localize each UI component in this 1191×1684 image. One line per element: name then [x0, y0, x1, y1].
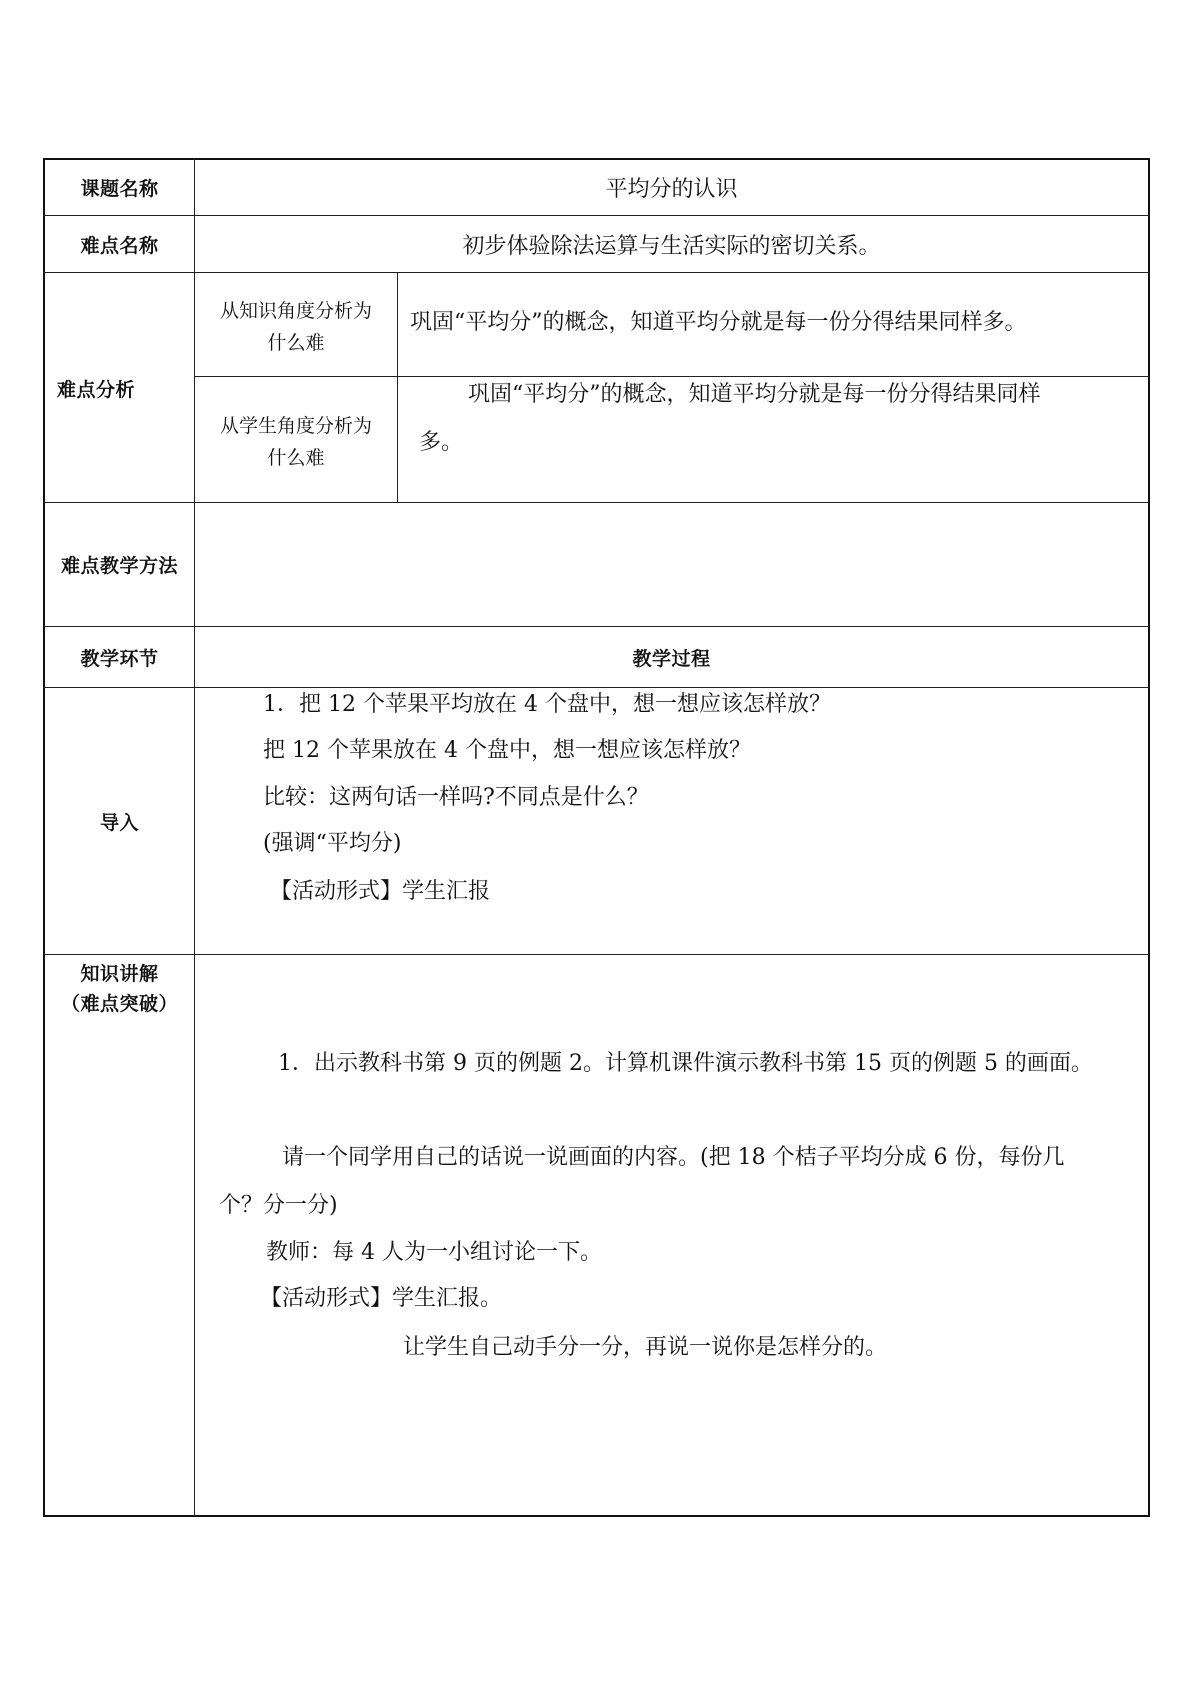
intro-line: 把 12 个苹果放在 4 个盘中，想一想应该怎样放？	[263, 738, 751, 763]
student-angle-label-line1: 从学生角度分析为	[219, 415, 372, 437]
difficulty-analysis-label: 难点分析	[57, 378, 136, 401]
knowledge-angle-label-line2: 什么难	[267, 332, 325, 354]
knowledge-line: 1．出示教科书第 9 页的例题 2。计算机课件演示教科书第 15 页的例题 5 的画面。	[278, 1051, 1093, 1076]
difficulty-name-value: 初步体验除法运算与生活实际的密切关系。	[462, 233, 881, 259]
student-angle-value-line2: 多。	[419, 430, 464, 455]
knowledge-label-line1: 知识讲解	[80, 962, 159, 985]
knowledge-line: 【活动形式】学生汇报。	[260, 1286, 503, 1311]
teaching-method-label: 难点教学方法	[60, 555, 178, 577]
knowledge-angle-value: 巩固“平均分”的概念，知道平均分就是每一份分得结果同样多。	[410, 310, 1027, 335]
knowledge-line: 请一个同学用自己的话说一说画面的内容。(把 18 个桔子平均分成 6 份，每份几	[282, 1145, 1065, 1170]
row-divider	[43, 272, 1150, 273]
row-divider	[43, 954, 1150, 955]
table-border-right	[1148, 158, 1150, 1517]
intro-line: 1．把 12 个苹果平均放在 4 个盘中，想一想应该怎样放？	[263, 692, 831, 717]
intro-line: 比较：这两句话一样吗?不同点是什么？	[263, 785, 649, 810]
knowledge-angle-label-line1: 从知识角度分析为	[219, 300, 372, 322]
knowledge-line: 教师：每 4 人为一小组讨论一下。	[266, 1240, 602, 1265]
knowledge-line: 个？分一分)	[219, 1193, 338, 1218]
student-angle-label-line2: 什么难	[267, 447, 325, 469]
student-angle-value-line1: 巩固“平均分”的概念，知道平均分就是每一份分得结果同样	[468, 382, 1041, 407]
column-divider	[397, 272, 398, 502]
row-divider	[195, 376, 1150, 377]
intro-line: 【活动形式】学生汇报	[270, 879, 491, 904]
column-divider	[194, 158, 195, 1517]
knowledge-label-line2: （难点突破）	[60, 992, 178, 1015]
intro-line: (强调“平均分)	[263, 831, 402, 856]
teaching-method-value	[195, 503, 1148, 626]
intro-label: 导入	[99, 811, 139, 834]
topic-label: 课题名称	[80, 178, 159, 200]
stage-header: 教学环节	[80, 647, 159, 670]
table-border-bottom	[43, 1515, 1150, 1517]
difficulty-name-label: 难点名称	[80, 234, 159, 257]
topic-value: 平均分的认识	[605, 177, 738, 202]
process-header: 教学过程	[632, 647, 711, 670]
row-divider	[43, 687, 1150, 688]
knowledge-line: 让学生自己动手分一分，再说一说你是怎样分的。	[403, 1335, 888, 1360]
